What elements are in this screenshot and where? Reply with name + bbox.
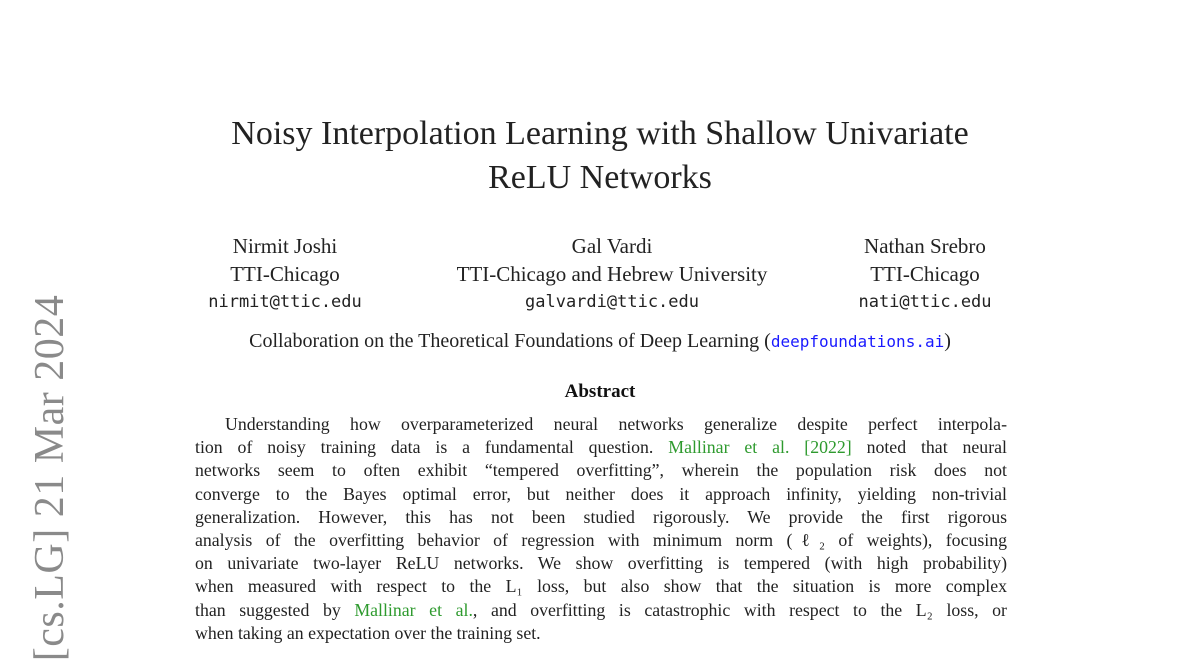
deepfoundations-link[interactable]: deepfoundations.ai: [770, 332, 945, 351]
paper-title-line-2: ReLU Networks: [488, 159, 712, 196]
collaboration-close: ): [944, 330, 951, 352]
collaboration-note: [150, 330, 1050, 353]
abstract-line: [195, 436, 1007, 459]
abstract-text: tion of noisy training data is a fundamental question.: [195, 437, 654, 458]
abstract-body: [195, 413, 1007, 645]
collaboration-text: Collaboration on the Theoretical Foundations of Deep Learning (: [249, 330, 771, 352]
abstract-line: analysis of the overfitting behavior of regression with minimum norm (ℓ₂ of weights), focusing: [195, 530, 1007, 551]
abstract-line: converge to the Bayes optimal error, but neither does it approach infinity, yielding non-trivial: [195, 483, 1007, 504]
author-name: Nirmit Joshi: [232, 234, 338, 258]
author-email[interactable]: galvardi@ttic.edu: [525, 292, 699, 312]
abstract-line: on univariate two-layer ReLU networks. We show overfitting is tempered (with high probability): [195, 553, 1007, 574]
author-block-2: [412, 232, 812, 316]
author-name: Gal Vardi: [571, 234, 653, 258]
abstract-line: when measured with respect to the L₁ loss, but also show that the situation is more complex: [195, 576, 1007, 597]
abstract-text: than suggested by: [195, 599, 341, 620]
abstract-line: [195, 599, 1007, 622]
citation-link[interactable]: Mallinar et al. [2022]: [668, 437, 852, 458]
author-affiliation: TTI-Chicago and Hebrew University: [456, 262, 768, 286]
author-affiliation: TTI-Chicago: [230, 262, 340, 286]
abstract-line: Understanding how overparameterized neural networks generalize despite perfect interpola-: [225, 414, 1007, 434]
abstract-heading: Abstract: [564, 381, 636, 402]
author-block-3: [830, 232, 1020, 316]
author-affiliation: TTI-Chicago: [870, 262, 980, 286]
paper-title: [200, 112, 1000, 200]
arxiv-identifier-stamp: [cs.LG] 21 Mar 2024: [27, 294, 73, 661]
author-name: Nathan Srebro: [864, 234, 986, 258]
author-email[interactable]: nirmit@ttic.edu: [208, 292, 362, 312]
abstract-line: generalization. However, this has not been studied rigorously. We provide the first rigorous: [195, 506, 1007, 527]
abstract-text: noted that neural: [866, 437, 1007, 458]
author-block-1: [185, 232, 385, 316]
author-email[interactable]: nati@ttic.edu: [858, 292, 992, 312]
abstract-line: networks seem to often exhibit “tempered overfitting”, wherein the population risk does not: [195, 460, 1007, 481]
paper-title-line-1: Noisy Interpolation Learning with Shallow Univariate: [231, 115, 969, 152]
citation-link[interactable]: Mallinar et al.: [354, 599, 473, 620]
abstract-text: , and overfitting is catastrophic with respect to the L₂ loss, or: [472, 599, 1007, 620]
abstract-line: when taking an expectation over the training set.: [195, 622, 541, 643]
